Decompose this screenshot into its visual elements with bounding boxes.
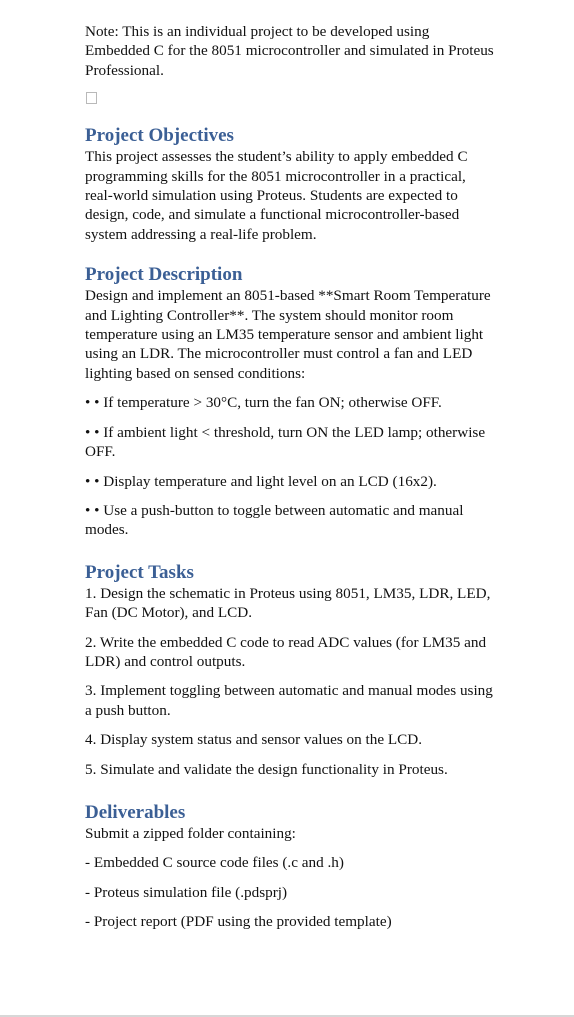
objectives-section: [85, 125, 495, 244]
description-section: [85, 264, 495, 539]
description-bullet: • • If ambient light < threshold, turn ON the LED lamp; otherwise OFF.: [85, 423, 486, 461]
note-paragraph: Note: This is an individual project to be developed using Embedded C for the 8051 microcontroller and simulated in Proteus Professional.: [85, 23, 494, 79]
description-heading: Project Description: [85, 264, 243, 286]
tasks-heading: Project Tasks: [85, 561, 194, 583]
deliverable-item: - Proteus simulation file (.pdsprj): [85, 883, 288, 901]
deliverable-item: - Embedded C source code files (.c and .h): [85, 854, 344, 872]
description-bullet: • • Display temperature and light level on an LCD (16x2).: [85, 472, 437, 490]
objectives-body: This project assesses the student’s ability to apply embedded C programming skills for the 8051 microcontroller in a practical, real-world simulation using Proteus. Students are expected to design, code, and simulate a functional microcontroller-based system addressing a real-life problem.: [85, 148, 468, 243]
task-item: 4. Display system status and sensor values on the LCD.: [85, 731, 423, 749]
objectives-heading: Project Objectives: [85, 125, 234, 147]
deliverable-item: - Project report (PDF using the provided template): [85, 913, 392, 931]
tasks-section: [85, 562, 495, 779]
deliverables-section: [85, 802, 495, 932]
document-page: [85, 22, 495, 946]
task-item: 5. Simulate and validate the design functionality in Proteus.: [85, 760, 448, 778]
task-item: 3. Implement toggling between automatic and manual modes using a push button.: [85, 682, 493, 719]
deliverables-heading: Deliverables: [85, 801, 186, 823]
task-item: 2. Write the embedded C code to read ADC values (for LM35 and LDR) and control outputs.: [85, 633, 487, 670]
deliverable-item: Submit a zipped folder containing:: [85, 824, 296, 842]
description-bullet: • • If temperature > 30°C, turn the fan ON; otherwise OFF.: [85, 394, 442, 412]
empty-checkbox-icon: [86, 92, 97, 104]
description-body: Design and implement an 8051-based **Smart Room Temperature and Lighting Controller**. The system should monitor room temperature using an LM35 temperature sensor and ambient light using an LDR. The microcontroller must control a fan and LED lighting based on sensed conditions:: [85, 287, 491, 382]
task-item: 1. Design the schematic in Proteus using 8051, LM35, LDR, LED, Fan (DC Motor), and LCD.: [85, 584, 491, 622]
description-bullet: • • Use a push-button to toggle between automatic and manual modes.: [85, 501, 464, 539]
